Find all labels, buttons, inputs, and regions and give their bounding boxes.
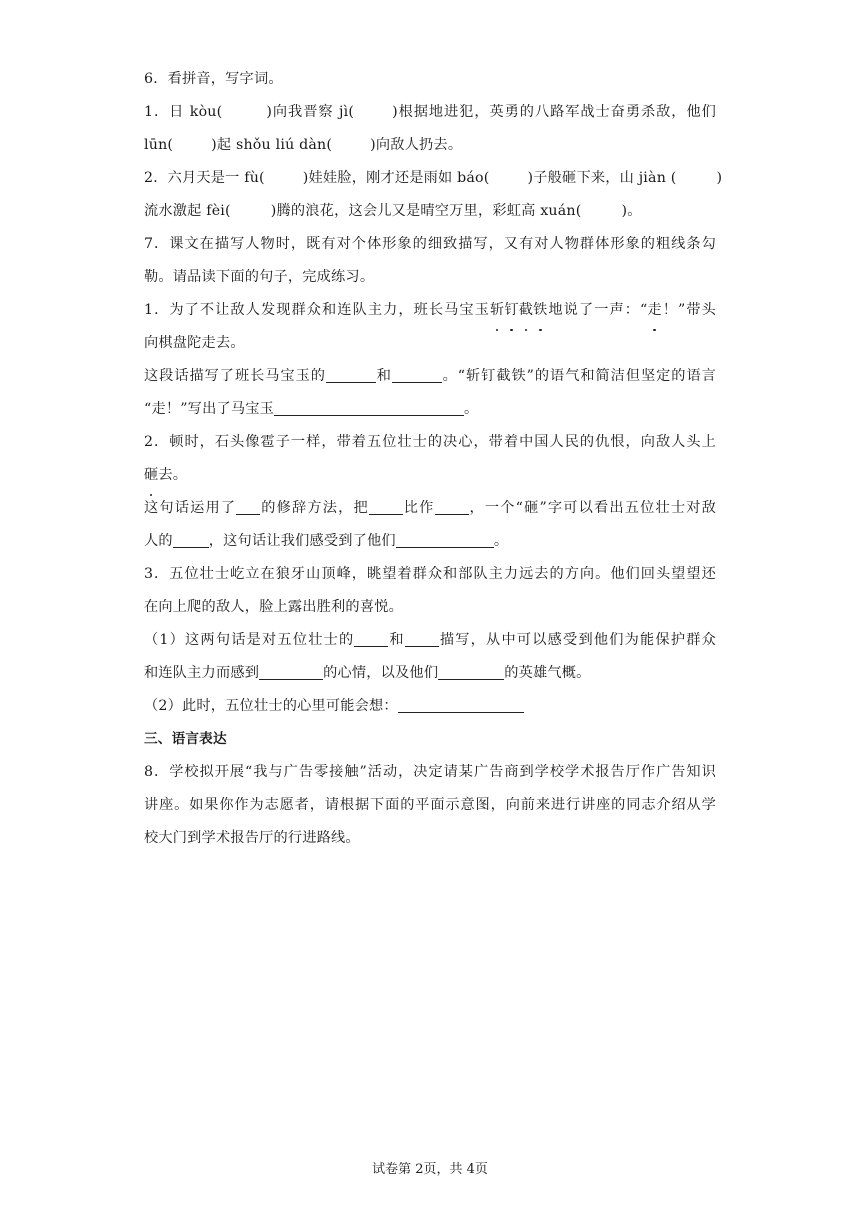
q7-s1-question-line1 xyxy=(144,360,716,393)
q7-s2q-text-a: 这句话运用了 xyxy=(144,500,237,516)
emphasis-char: 钉 xyxy=(504,294,518,327)
q7-s2-question-line1 xyxy=(144,492,716,525)
q7-intro-line2: 勒。请品读下面的句子，完成练习。 xyxy=(144,269,375,285)
q7-intro-line1: 7．课文在描写人物时，既有对个体形象的细致描写，又有对人物群体形象的粗线条勾 xyxy=(144,236,716,252)
q7-s3p1-text-a: （1）这两句话是对五位壮士的 xyxy=(144,632,355,648)
q6-title: 6．看拼音，写字词。 xyxy=(144,71,283,87)
emphasis-char: 斩 xyxy=(490,294,504,327)
q7-s1-line2: 向棋盘陀走去。 xyxy=(144,335,245,351)
q6-i2-text-g: )。 xyxy=(621,203,642,219)
q8-line3: 校大门到学术报告厅的行进路线。 xyxy=(144,830,360,846)
answer-blank[interactable] xyxy=(369,499,403,515)
answer-blank[interactable] xyxy=(438,664,504,680)
q6-i2-text-e: 流水激起 fèi( xyxy=(144,203,231,219)
answer-blank[interactable] xyxy=(259,664,323,680)
q8-line2: 讲座。如果你作为志愿者，请根据下面的平面示意图，向前来进行讲座的同志介绍从学 xyxy=(144,797,716,813)
page-footer: 试卷第 2页，共 4页 xyxy=(372,1162,488,1177)
section-title: 三、语言表达 xyxy=(144,731,227,747)
q6-item2-line2 xyxy=(144,195,716,228)
q7-s2q-text-f: ，这句话让我们感受到了他们 xyxy=(208,533,396,549)
answer-blank[interactable] xyxy=(274,400,464,416)
answer-blank[interactable] xyxy=(173,532,209,548)
exam-page-content xyxy=(144,63,723,855)
answer-blank[interactable] xyxy=(236,499,260,515)
answer-blank[interactable] xyxy=(392,367,442,383)
q7-s3-line1: 3．五位壮士屹立在狼牙山顶峰，眺望着群众和部队主力远去的方向。他们回头望望还 xyxy=(144,566,716,582)
q7-s3p2-text: （2）此时，五位壮士的心里可能会想： xyxy=(144,698,398,714)
q6-i2-text-b: )娃娃脸，刚才还是雨如 báo( xyxy=(302,170,490,186)
q7-s3-part1-line2 xyxy=(144,657,716,690)
q6-i2-text-f: )腾的浪花，这会儿又是晴空万里，彩虹高 xuán( xyxy=(270,203,582,219)
q6-i1-text-c: )根据地进犯，英勇的八路军战士奋勇杀敌，他们 xyxy=(392,104,717,120)
q7-s1-line1 xyxy=(144,294,716,327)
q7-s1-text-c: ！”带头 xyxy=(661,302,716,318)
q7-s1-text-a: 1．为了不让敌人发现群众和连队主力，班长马宝玉 xyxy=(144,302,490,318)
q7-s1-text-b: 地说了一声：“ xyxy=(547,302,648,318)
answer-blank[interactable] xyxy=(396,532,494,548)
emphasis-char: 走 xyxy=(647,294,661,327)
q6-i2-text-d: ) xyxy=(716,170,723,186)
q7-s3p1-text-e: 的心情，以及他们 xyxy=(323,665,439,681)
q6-i2-text-a: 2．六月天是一 fù( xyxy=(144,170,265,186)
q6-item1-line1 xyxy=(144,96,716,129)
q7-s3-part1-line1 xyxy=(144,624,716,657)
q7-s1-question-line2 xyxy=(144,393,716,426)
q6-i1-text-e: )起 shǒu liú dàn( xyxy=(211,137,333,153)
q8-line1: 8．学校拟开展“我与广告零接触”活动，决定请某广告商到学校学术报告厅作广告知识 xyxy=(144,764,716,780)
q6-i1-text-f: )向敌人扔去。 xyxy=(370,137,463,153)
emphasis-char: 砸 xyxy=(144,459,158,492)
emphasis-char: 铁 xyxy=(533,294,547,327)
q7-s2q-text-b: 的修辞方法，把 xyxy=(260,500,369,516)
q7-s2q-text-e: 人的 xyxy=(144,533,173,549)
q7-s2-text: 去。 xyxy=(158,467,188,483)
q7-s2-line1: 2．顿时，石头像雹子一样，带着五位壮士的决心，带着中国人民的仇恨，向敌人头上 xyxy=(144,434,716,450)
q6-item2-line1 xyxy=(144,162,723,195)
answer-blank[interactable] xyxy=(435,499,469,515)
q7-s3p1-text-c: 描写，从中可以感受到他们为能保护群众 xyxy=(438,632,717,648)
q7-s2-line2 xyxy=(144,459,716,492)
answer-blank[interactable] xyxy=(354,631,388,647)
q6-i1-text-a: 1．日 kòu( xyxy=(144,104,223,120)
answer-blank[interactable] xyxy=(398,697,524,713)
q6-i1-text-b: )向我晋察 jì( xyxy=(266,104,355,120)
q7-s1q-text-c: 。“斩钉截铁”的语气和简洁但坚定的语言 xyxy=(441,368,717,384)
q7-s3-line2: 在向上爬的敌人，脸上露出胜利的喜悦。 xyxy=(144,599,403,615)
q6-item1-line2 xyxy=(144,129,716,162)
answer-blank[interactable] xyxy=(405,631,439,647)
q7-s2q-text-d: ，一个“砸”字可以看出五位壮士对敌 xyxy=(468,500,717,516)
emphasis-char: 截 xyxy=(519,294,533,327)
q7-s3p1-text-b: 和 xyxy=(388,632,405,648)
q7-s2q-text-c: 比作 xyxy=(402,500,435,516)
q7-s1q-text-d: “走！”写出了马宝玉 xyxy=(144,401,275,417)
q7-s2-question-line2 xyxy=(144,525,716,558)
q7-s3p1-text-f: 的英雄气概。 xyxy=(504,665,591,681)
q7-s1q-text-a: 这段话描写了班长马宝玉的 xyxy=(144,368,326,384)
q7-s1q-text-e: 。 xyxy=(464,401,479,417)
answer-blank[interactable] xyxy=(326,367,376,383)
q7-s2q-text-g: 。 xyxy=(493,533,509,549)
q6-i1-text-d: lūn( xyxy=(144,137,174,153)
q7-s3p1-text-d: 和连队主力而感到 xyxy=(144,665,260,681)
q6-i2-text-c: )子般砸下来，山 jiàn ( xyxy=(527,170,677,186)
q7-s1q-text-b: 和 xyxy=(375,368,392,384)
q7-s3-part2 xyxy=(144,690,716,723)
